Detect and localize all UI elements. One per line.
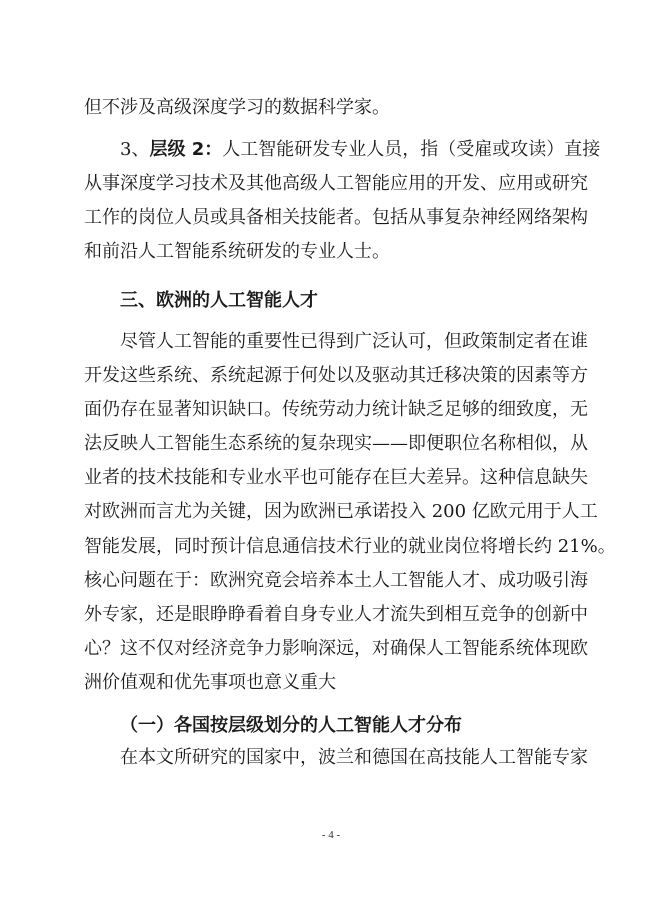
item-number: 3、	[120, 139, 150, 160]
level-2-colon: ：	[204, 139, 223, 160]
paragraph-line: 和前沿人工智能系统研发的专业人士。	[84, 241, 390, 262]
paragraph-line: 法反映人工智能生态系统的复杂现实——即便职位名称相似，从	[84, 433, 588, 454]
paragraph-line: 核心问题在于：欧洲究竟会培养本土人工智能人才、成功吸引海	[84, 570, 588, 591]
paragraph-line: 对欧洲而言尤为关键，因为欧洲已承诺投入 200 亿欧元用于人工	[84, 501, 598, 522]
paragraph-line: 智能发展，同时预计信息通信技术行业的就业岗位将增长约 21%。	[84, 536, 616, 557]
level-2-first-line	[120, 138, 601, 162]
level-2-label: 层级 2	[149, 139, 205, 160]
paragraph-line: 业者的技术技能和专业水平也可能存在巨大差异。这种信息缺失	[84, 467, 588, 488]
paragraph-line: 工作的岗位人员或具备相关技能者。包括从事复杂神经网络架构	[84, 207, 588, 228]
paragraph-line: 心？这不仅对经济竞争力影响深远，对确保人工智能系统体现欧	[84, 638, 588, 659]
paragraph-line: 尽管人工智能的重要性已得到广泛认可，但政策制定者在谁	[120, 331, 588, 352]
paragraph-line: 但不涉及高级深度学习的数据科学家。	[84, 97, 390, 118]
paragraph-line: 面仍存在显著知识缺口。传统劳动力统计缺乏足够的细致度，无	[84, 399, 588, 420]
paragraph-line: 开发这些系统、系统起源于何处以及驱动其迁移决策的因素等方	[84, 365, 588, 386]
section-heading: 三、欧洲的人工智能人才	[120, 290, 318, 311]
level-2-text: 人工智能研发专业人员，指（受雇或攻读）直接	[222, 139, 601, 160]
paragraph-line: 洲价值观和优先事项也意义重大	[84, 672, 336, 693]
paragraph-line: 从事深度学习技术及其他高级人工智能应用的开发、应用或研究	[84, 173, 588, 194]
paragraph-line: 在本文所研究的国家中，波兰和德国在高技能人工智能专家	[120, 747, 588, 768]
subsection-heading: （一）各国按层级划分的人工智能人才分布	[120, 715, 462, 736]
paragraph-line: 外专家，还是眼睁睁看着自身专业人才流失到相互竞争的创新中	[84, 604, 588, 625]
page-number: - 4 -	[321, 829, 341, 841]
